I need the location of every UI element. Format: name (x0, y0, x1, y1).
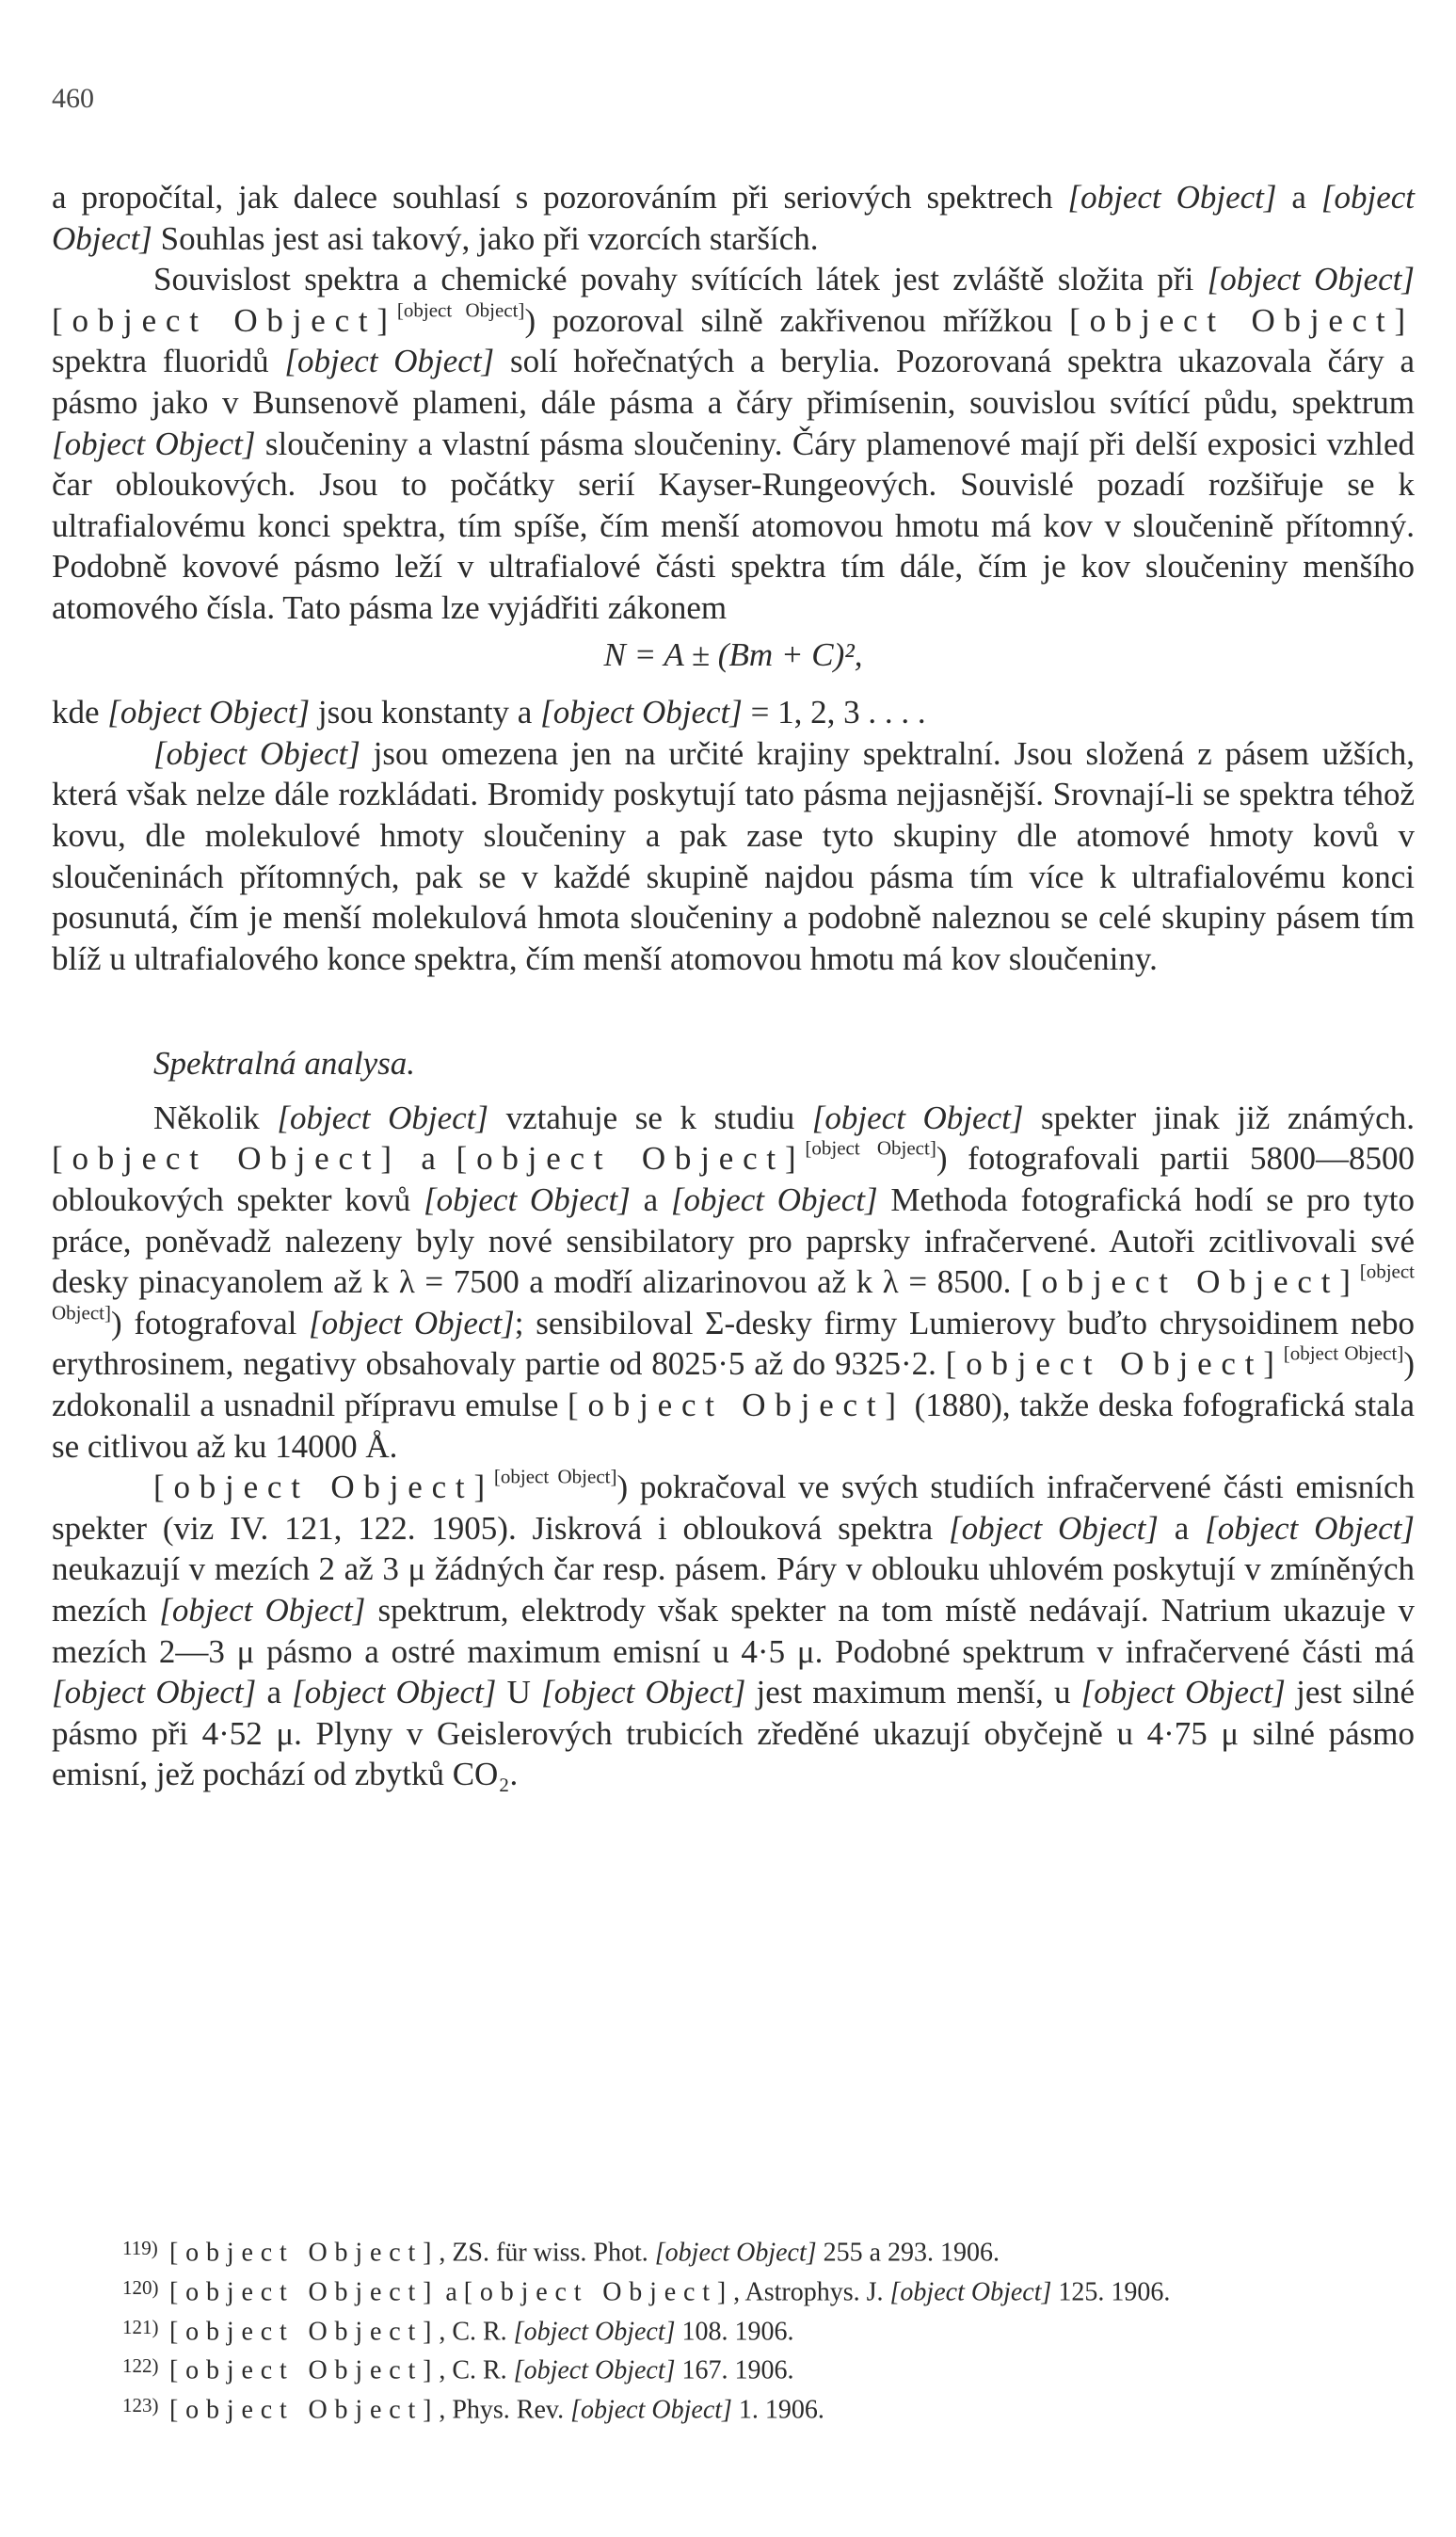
text-run: vztahuje se k studiu (488, 1099, 812, 1136)
text-run: a (400, 1140, 456, 1178)
spaced-name: [object Object] (169, 2316, 440, 2346)
text-run: kde (52, 694, 108, 731)
italic-run: [object Object] (292, 1674, 497, 1711)
italic-run: [object Object] (424, 1181, 631, 1219)
text-run: ) pozoroval silně zakřivenou mřížkou (524, 301, 1070, 339)
italic-run: [object Object] (277, 1099, 489, 1136)
italic-run: [object Object] (889, 2277, 1052, 2307)
text-run: ) fotografovali partii 5800—8500 obloukových spekter kovů (52, 1140, 1415, 1219)
italic-run: [object Object] (811, 1099, 1024, 1136)
spaced-name: [object Object] (169, 2395, 440, 2425)
footnote-number: 122) (122, 2354, 159, 2378)
text-run: solí hořečnatých a berylia. Pozorovaná spektra ukazovala čáry a pásmo jako v Bunsenově plameni, dále pásma a čáry přimísenin, souvislou svítící půdu, spektrum (52, 343, 1416, 421)
footnote-number: 119) (122, 2237, 158, 2259)
italic-run: [object Object] (52, 1674, 257, 1711)
footnote (122, 2310, 1415, 2350)
italic-run: [object Object] (670, 1181, 878, 1219)
italic-run: [object Object] (153, 734, 360, 772)
italic-run: [object Object] (654, 2238, 817, 2268)
text-run: spekter jinak již známých. (1023, 1099, 1415, 1136)
footnote-number: 123) (122, 2394, 159, 2417)
italic-run: [object Object] (309, 1304, 515, 1341)
italic-run: [object Object] (949, 1509, 1159, 1547)
italic-run: [object Object] (284, 343, 495, 380)
italic-run: [object Object] (540, 694, 743, 731)
spaced-name: [object Object] (1069, 301, 1415, 339)
spaced-name: [object Object] (456, 1140, 806, 1178)
text-run: ) zdokonalil a usnadnil přípravu emulse (52, 1345, 1415, 1424)
paragraph (52, 1098, 1415, 1467)
text-run: 125. 1906. (1051, 2277, 1171, 2307)
text-run: ; sensibiloval Σ-desky firmy Lumierovy buďto chrysoidinem nebo erythrosinem, negativy obsahovaly partie od 8025·5 až do 9325·2. (52, 1304, 1416, 1383)
spaced-name: [object Object] (52, 301, 397, 339)
text-run: jest maximum menší, u (745, 1674, 1081, 1711)
text-run: a propočítal, jak dalece souhlasí s pozorováním při seriových spektrech (52, 179, 1068, 216)
body-text (52, 177, 1415, 1795)
italic-run: [object Object] (513, 2316, 676, 2346)
section-heading: Spektralná analysa. (153, 1045, 416, 1083)
footnote (122, 2388, 1415, 2428)
italic-run: [object Object] (107, 694, 311, 731)
spaced-name: [object Object] (463, 2277, 734, 2307)
text-run: , C. R. (439, 2316, 514, 2346)
text-run: Několik (153, 1099, 278, 1136)
text-run: , C. R. (439, 2355, 514, 2385)
italic-run: [object Object] (1067, 179, 1277, 216)
paragraph (52, 733, 1415, 980)
spaced-name: [object Object] (169, 2355, 440, 2385)
paragraph (52, 259, 1415, 628)
paragraph (52, 177, 1415, 259)
footnote-ref: [object Object] (805, 1136, 936, 1160)
paragraph (52, 692, 1415, 733)
spaced-name: [object Object] (568, 1387, 905, 1424)
footnote-number: 120) (122, 2275, 159, 2299)
footnote-ref: [object Object] (1283, 1341, 1404, 1365)
italic-run: [object Object] (1080, 1674, 1286, 1711)
footnote (122, 2271, 1415, 2310)
footnote (122, 2231, 1415, 2271)
text-run: a (256, 1674, 293, 1711)
italic-run: [object Object] (52, 179, 1415, 257)
spaced-name: [object Object] (169, 2238, 440, 2268)
text-run: sloučeniny a vlastní pásma sloučeniny. Čáry plamenové mají při delší exposici vzhled čar obloukových. Jsou to počátky serií Kayser-Rungeových. Souvislé pozadí rozšiřuje se k ultrafialovému konci spektra, tím spíše, čím menší atomovou hmotu má kov v sloučenině přítomný. Podobně kovové pásmo leží v ultrafialové části spektra tím dále, čím je kov sloučeniny menšího atomového čísla. Tato pásma lze vyjádřiti zákonem (52, 425, 1415, 626)
paragraph (52, 1467, 1415, 1795)
italic-run: [object Object] (159, 1592, 366, 1629)
footnote-ref: [object Object] (52, 1260, 1416, 1325)
text-run: a (630, 1181, 671, 1219)
text-run: Souhlas jest asi takový, jako při vzorcích starších. (152, 219, 819, 257)
text-run: 255 a 293. 1906. (816, 2238, 1000, 2268)
text-run: jest silné pásmo při 4·52 μ. Plyny v Geislerových trubicích zředěné ukazují obyčejně u 4·75 μ silné pásmo emisní, jež pochází od zbytků CO₂. (52, 1674, 1415, 1793)
footnote-ref: [object Object] (396, 298, 525, 322)
text-run: spektra fluoridů (52, 343, 285, 380)
text-run: , Astrophys. J. (733, 2277, 890, 2307)
spaced-name: [object Object] (153, 1469, 494, 1506)
italic-run: [object Object] (52, 425, 256, 462)
text-run: jsou omezena jen na určité krajiny spektralní. Jsou složená z pásem užších, která však nelze dále rozkládati. Bromidy poskytují tato pásma nejjasnější. Srovnají-li se spektra téhož kovu, dle molekulové hmoty sloučeniny a pak zase tyto skupiny dle atomové hmoty kovů v sloučeninách přítomných, pak se v každé skupině najdou pásma tím více k ultrafialovému konci posunutá, čím je menší molekulová hmota sloučeniny a podobně naleznou se celé skupiny pásem tím blíž u ultrafialového konce spektra, čím menší atomovou hmotu má kov sloučeniny. (52, 734, 1415, 977)
italic-run: [object Object] (541, 1674, 746, 1711)
text-run: jsou konstanty a (310, 694, 541, 731)
text-run: 108. 1906. (675, 2316, 794, 2346)
italic-run: [object Object] (1205, 1509, 1415, 1547)
spaced-name: [object Object] (1021, 1263, 1360, 1301)
text-run: a (439, 2277, 464, 2307)
spaced-name: [object Object] (169, 2277, 440, 2307)
text-run: neukazují v mezích 2 až 3 μ žádných čar resp. pásem. Páry v oblouku uhlovém poskytují v zmíněných mezích (52, 1550, 1415, 1629)
text-run: (1880), takže deska fofografická stala se citlivou až ku 14000 Å. (52, 1387, 1415, 1465)
footnotes (122, 2231, 1415, 2428)
text-run: = 1, 2, 3 . . . . (742, 694, 926, 731)
footnote (122, 2349, 1415, 2388)
spaced-name: [object Object] (945, 1345, 1284, 1383)
italic-run: [object Object] (570, 2395, 732, 2425)
text-run: ) fotografoval (110, 1304, 310, 1341)
text-run: spektrum, elektrody však spekter na tom místě nedávají. Natrium ukazuje v mezích 2—3 μ pásmo a ostré maximum emisní u 4·5 μ. Podobné spektrum v infračervené části má (52, 1592, 1415, 1670)
text-run: ) pokračoval ve svých studiích infračervené části emisních spekter (viz IV. 121, 122. 1905). Jiskrová i oblouková spektra (52, 1469, 1415, 1547)
footnote-number: 121) (122, 2315, 159, 2338)
page-number: 460 (52, 83, 94, 114)
spaced-name: [object Object] (52, 1140, 401, 1178)
text-run: 1. 1906. (731, 2395, 824, 2425)
text-run: , Phys. Rev. (439, 2395, 571, 2425)
text-run: 167. 1906. (675, 2355, 794, 2385)
text-run: a (1158, 1509, 1206, 1547)
text-run: Souvislost spektra a chemické povahy svítících látek jest zvláště složita při (153, 261, 1208, 298)
text-run: Methoda fotografická hodí se pro tyto práce, poněvadž nalezeny byly nové sensibilatory pro paprsky infračervené. Autoři zcitlivovali své desky pinacyanolem až k λ = 7500 a modří alizarinovou až k λ = 8500. (52, 1181, 1415, 1301)
text-run: a (1276, 179, 1321, 216)
italic-run: [object Object] (513, 2355, 676, 2385)
text-run: U (496, 1674, 542, 1711)
footnote-ref: [object Object] (493, 1465, 617, 1488)
formula: N = A ± (Bm + C)², (603, 635, 863, 673)
italic-run: [object Object] (1207, 261, 1415, 298)
text-run: , ZS. für wiss. Phot. (439, 2238, 655, 2268)
